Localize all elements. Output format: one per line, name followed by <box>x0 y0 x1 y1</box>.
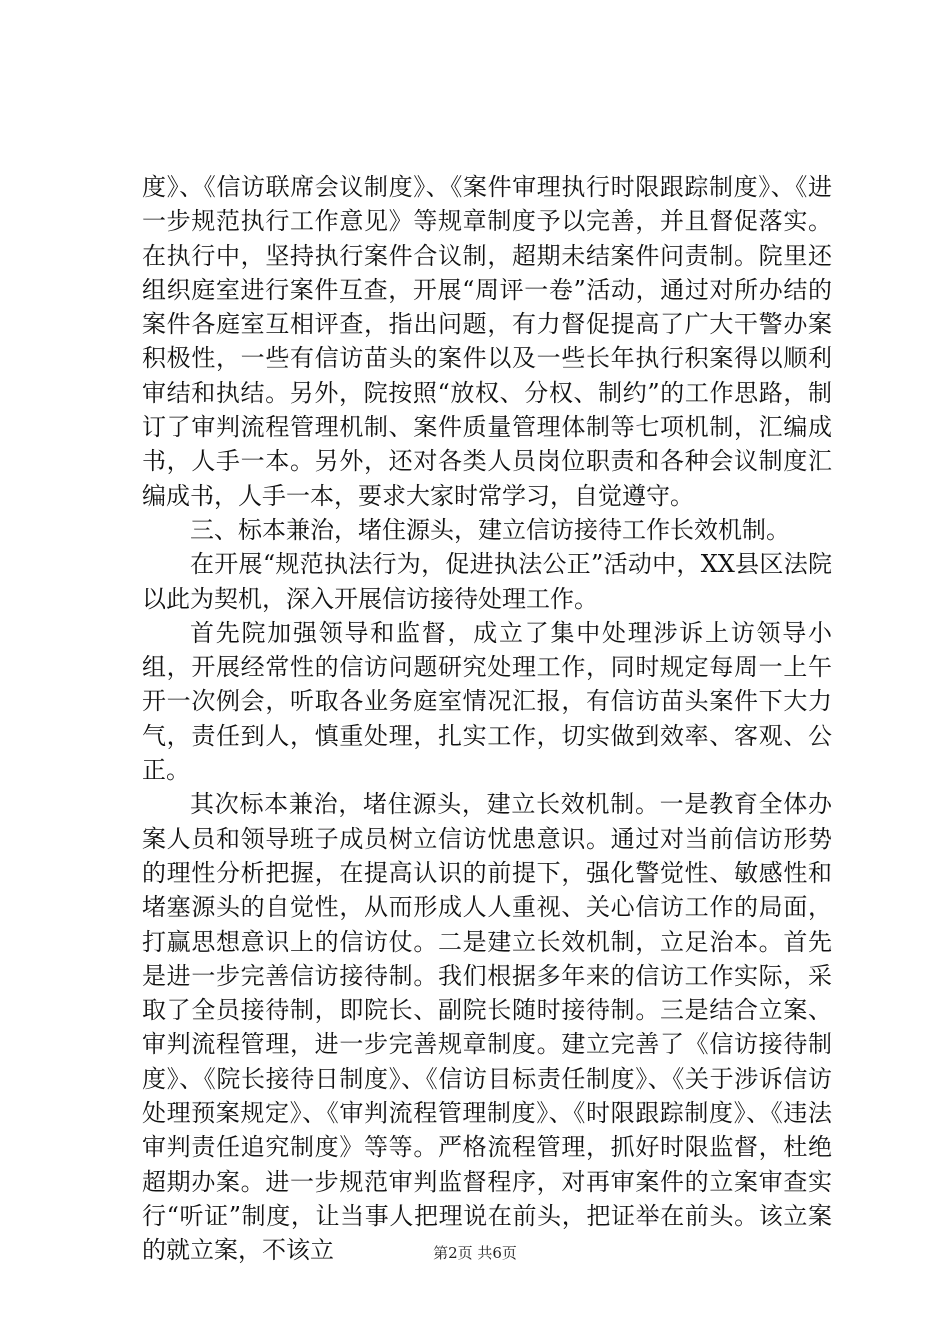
document-body <box>142 170 832 1268</box>
paragraph-2-heading: 三、标本兼治，堵住源头，建立信访接待工作长效机制。 <box>190 515 790 544</box>
paragraph-3: 在开展“规范执法行为，促进执法公正”活动中，XX县区法院以此为契机，深入开展信访接待处理工作。 <box>142 550 832 613</box>
page-number-footer: 第2页 共6页 <box>433 1244 517 1262</box>
paragraph-1: 度》、《信访联席会议制度》、《案件审理执行时限跟踪制度》、《进一步规范执行工作意见》等规章制度予以完善，并且督促落实。在执行中，坚持执行案件合议制，超期未结案件问责制。院里还组织庭室进行案件互查，开展“周评一卷”活动，通过对所办结的案件各庭室互相评查，指出问题，有力督促提高了广大干警办案积极性，一些有信访苗头的案件以及一些长年执行积案得以顺利审结和执结。另外，院按照“放权、分权、制约”的工作思路，制订了审判流程管理机制、案件质量管理体制等七项机制，汇编成书，人手一本。另外，还对各类人员岗位职责和各种会议制度汇编成书，人手一本，要求大家时常学习，自觉遵守。 <box>142 173 832 510</box>
paragraph-4: 首先院加强领导和监督，成立了集中处理涉诉上访领导小组，开展经常性的信访问题研究处理工作，同时规定每周一上午开一次例会，听取各业务庭室情况汇报，有信访苗头案件下大力气，责任到人，慎重处理，扎实工作，切实做到效率、客观、公正。 <box>142 618 832 785</box>
paragraph-5: 其次标本兼治，堵住源头，建立长效机制。一是教育全体办案人员和领导班子成员树立信访忧患意识。通过对当前信访形势的理性分析把握，在提高认识的前提下，强化警觉性、敏感性和堵塞源头的自觉性，从而形成人人重视、关心信访工作的局面，打赢思想意识上的信访仗。二是建立长效机制，立足治本。首先是进一步完善信访接待制。我们根据多年来的信访工作实际，采取了全员接待制，即院长、副院长随时接待制。三是结合立案、审判流程管理，进一步完善规章制度。建立完善了《信访接待制度》、《院长接待日制度》、《信访目标责任制度》、《关于涉诉信访处理预案规定》、《审判流程管理制度》、《时限跟踪制度》、《违法审判责任追究制度》等等。严格流程管理，抓好时限监督，杜绝超期办案。进一步规范审判监督程序，对再审案件的立案审查实行“听证”制度，让当事人把理说在前头，把证举在前头。该立案的就立案，不该立 <box>142 790 832 1265</box>
